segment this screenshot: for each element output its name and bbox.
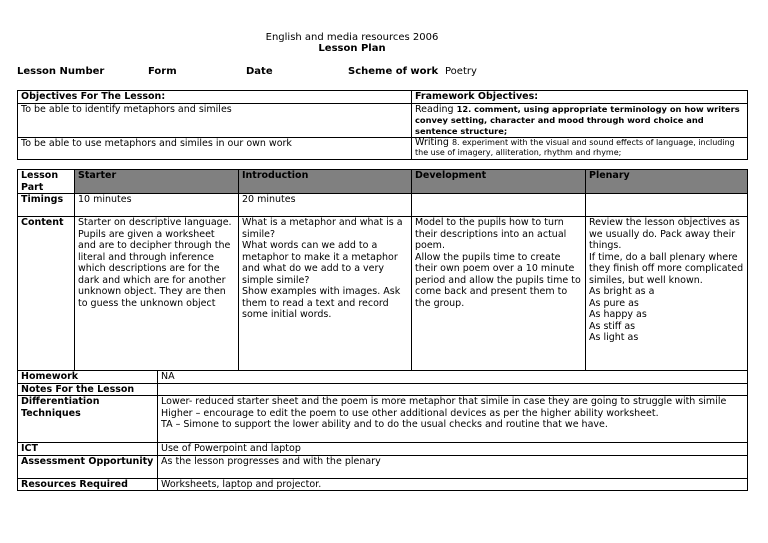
starter-content: Starter on descriptive language. Pupils are given a worksheet and are to decipher through the literal and through inference which descriptions are for the dark and which are for another unknown object. They are then to guess the unknown object	[75, 217, 239, 371]
starter-header: Starter	[75, 170, 239, 194]
plenary-header: Plenary	[586, 170, 748, 194]
framework-objectives-heading: Framework Objectives:	[412, 91, 748, 104]
development-timing	[412, 194, 586, 217]
introduction-header: Introduction	[239, 170, 412, 194]
ict-value: Use of Powerpoint and laptop	[158, 443, 748, 456]
date-label: Date	[246, 66, 273, 77]
lesson-plan-table	[17, 169, 748, 371]
framework-objective-writing: Writing 8. experiment with the visual and sound effects of language, including the use of imagery, alliteration, rhythm and rhyme;	[412, 137, 748, 159]
scheme-of-work-label: Scheme of work	[348, 66, 439, 77]
ict-label: ICT	[18, 443, 158, 456]
resources-label: Resources Required	[18, 478, 158, 491]
objectives-table	[17, 90, 748, 160]
lesson-part-header: Lesson Part	[18, 170, 75, 194]
development-content: Model to the pupils how to turn their descriptions into an actual poem. Allow the pupils time to create their own poem over a 10 minute period and allow the pupils time to come back and present them to the group.	[412, 217, 586, 371]
document-header: English and media resources 2006	[265, 32, 439, 43]
development-header: Development	[412, 170, 586, 194]
differentiation-value: Lower- reduced starter sheet and the poem is more metaphor that simile in case they are going to struggle with simile Higher – encourage to edit the poem to use other additional devices as per the higher ability worksheet. TA – Simone to support the lower ability and to do the usual checks and routine that we have.	[158, 396, 748, 443]
assessment-value: As the lesson progresses and with the plenary	[158, 455, 748, 478]
objective-2: To be able to use metaphors and similes in our own work	[18, 137, 412, 159]
plenary-timing	[586, 194, 748, 217]
starter-timing: 10 minutes	[75, 194, 239, 217]
plenary-content: Review the lesson objectives as we usually do. Pack away their things. If time, do a ball plenary where they finish off more complicated similes, but well known. As bright as a As pure as As happy as As stiff as As light as	[586, 217, 748, 371]
resources-value: Worksheets, laptop and projector.	[158, 478, 748, 491]
introduction-timing: 20 minutes	[239, 194, 412, 217]
scheme-of-work-value: Poetry	[445, 66, 477, 77]
introduction-content: What is a metaphor and what is a simile? What words can we add to a metaphor to make it a metaphor and what do we add to a very simple simile? Show examples with images. Ask them to read a text and record some initial words.	[239, 217, 412, 371]
framework-objective-reading: Reading 12. comment, using appropriate terminology on how writers convey setting, character and mood through word choice and sentence structure;	[412, 103, 748, 137]
timings-label: Timings	[18, 194, 75, 217]
lesson-number-label: Lesson Number	[17, 66, 105, 77]
lesson-details-table	[17, 370, 748, 491]
differentiation-label: Differentiation Techniques	[18, 396, 158, 443]
objectives-heading: Objectives For The Lesson:	[18, 91, 412, 104]
notes-value	[158, 383, 748, 396]
homework-value: NA	[158, 371, 748, 384]
content-label: Content	[18, 217, 75, 371]
objective-1: To be able to identify metaphors and similes	[18, 103, 412, 137]
homework-label: Homework	[18, 371, 158, 384]
document-title: Lesson Plan	[318, 43, 386, 54]
form-label: Form	[148, 66, 177, 77]
notes-label: Notes For the Lesson	[18, 383, 158, 396]
assessment-label: Assessment Opportunity	[18, 455, 158, 478]
